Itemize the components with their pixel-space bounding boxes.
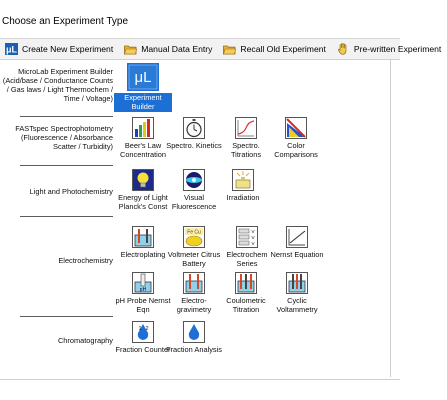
ph-probe-icon	[131, 271, 155, 295]
tile-label: Spectro. Kinetics	[166, 141, 222, 150]
folder-icon	[223, 43, 236, 55]
manual-data-entry-button[interactable]	[119, 40, 218, 58]
log-curve-icon	[285, 225, 309, 249]
manual-data-entry-label: Manual Data Entry	[141, 44, 213, 54]
category-chromatography: Chromatography	[57, 336, 113, 345]
experiment-type-panel	[0, 59, 400, 377]
fluorescence-icon	[182, 168, 206, 192]
tile-label: Voltmeter Citrus Battery	[167, 250, 221, 268]
tile-label: Color Comparisons	[274, 141, 318, 159]
svg-text:V: V	[251, 235, 255, 240]
recall-old-experiment-label: Recall Old Experiment	[240, 44, 326, 54]
tile-label: Fraction Counter	[115, 345, 171, 354]
create-new-experiment-label: Create New Experiment	[22, 44, 114, 54]
svg-text:V: V	[251, 241, 255, 246]
svg-text:2: 2	[145, 326, 149, 332]
toolbar	[0, 38, 442, 60]
tile-label: Cyclic Voltammetry	[276, 296, 318, 314]
category-fastspec: FASTspec Spectrophotometry (Fluorescence / Absorbance Scatter / Turbidity)	[15, 124, 113, 151]
category-divider	[20, 216, 113, 217]
gravimetry-icon	[182, 271, 206, 295]
tile-nernst-equation[interactable]	[268, 225, 326, 260]
category-divider	[20, 116, 113, 117]
series-icon	[235, 225, 259, 249]
tile-electroplating[interactable]	[114, 225, 172, 260]
svg-text:1: 1	[138, 326, 142, 332]
create-new-experiment-button[interactable]	[0, 40, 119, 58]
tile-experiment-builder[interactable]	[114, 63, 172, 112]
color-chart-icon	[284, 116, 308, 140]
tile-label: Irradiation	[226, 193, 260, 202]
svg-text:Fe Cu: Fe Cu	[187, 229, 201, 236]
tile-energy-of-light[interactable]	[114, 168, 172, 211]
tile-cyclic-voltammetry[interactable]	[268, 271, 326, 314]
light-bulb-icon	[131, 168, 155, 192]
irradiation-icon	[231, 168, 255, 192]
tile-label: Beer's Law Concentration	[119, 141, 166, 159]
stopwatch-icon	[182, 116, 206, 140]
tile-label: Energy of Light Planck's Const	[118, 193, 168, 211]
tile-label: Electro-gravimetry	[176, 296, 212, 314]
tile-fraction-analysis[interactable]	[165, 320, 223, 355]
hand-icon	[337, 43, 350, 55]
tile-fraction-counter[interactable]	[114, 320, 172, 355]
window-title: Choose an Experiment Type	[2, 16, 129, 27]
tile-label: Coulometric Titration	[226, 296, 266, 314]
citrus-battery-icon	[182, 225, 206, 249]
tile-irradiation[interactable]	[214, 168, 272, 203]
tile-label: Fraction Analysis	[166, 345, 222, 354]
pre-written-experiment-label: Pre-written Experiment	[353, 44, 442, 54]
panel-right-border	[390, 59, 391, 377]
tile-label: Electrochem Series	[226, 250, 268, 268]
pre-written-experiment-button[interactable]	[332, 40, 447, 58]
coulometric-icon	[234, 271, 258, 295]
microlab-logo-icon	[5, 43, 18, 55]
tile-label: Spectro. Titrations	[230, 141, 262, 159]
recall-old-experiment-button[interactable]	[218, 40, 332, 58]
tile-spectro-kinetics[interactable]	[165, 116, 223, 151]
category-electrochemistry: Electrochemistry	[58, 256, 113, 265]
microlab-logo-icon	[127, 63, 159, 91]
svg-text:pH: pH	[139, 287, 147, 293]
category-microlab-builder: MicroLab Experiment Builder (Acid/base / Conductance Counts / Gas laws / Light Thermochem / Time / Voltage)	[2, 67, 113, 103]
category-divider	[20, 165, 113, 166]
tile-electro-gravimetry[interactable]	[165, 271, 223, 314]
category-light-photochemistry: Light and Photochemistry	[29, 187, 113, 196]
category-divider	[20, 316, 113, 317]
tile-label: pH Probe Nernst Eqn	[115, 296, 171, 314]
svg-text:μL: μL	[134, 69, 152, 86]
fraction-counter-icon	[131, 320, 155, 344]
voltammetry-icon	[285, 271, 309, 295]
tile-ph-probe[interactable]	[114, 271, 172, 314]
svg-text:V: V	[251, 229, 255, 234]
tile-label: Visual Fluorescence	[171, 193, 217, 211]
fraction-analysis-icon	[182, 320, 206, 344]
tile-coulometric-titration[interactable]	[217, 271, 275, 314]
tile-label: Nernst Equation	[270, 250, 324, 259]
electroplating-icon	[131, 225, 155, 249]
tile-color-comparisons[interactable]	[267, 116, 325, 159]
folder-icon	[124, 43, 137, 55]
titration-curve-icon	[234, 116, 258, 140]
bar-chart-icon	[131, 116, 155, 140]
tile-beers-law[interactable]	[114, 116, 172, 159]
svg-text:μL: μL	[5, 44, 18, 55]
tile-label: Electroplating	[120, 250, 166, 259]
tile-label: Experiment Builder	[114, 93, 172, 112]
panel-bottom-border	[0, 379, 400, 380]
tile-voltmeter-citrus-battery[interactable]	[165, 225, 223, 268]
